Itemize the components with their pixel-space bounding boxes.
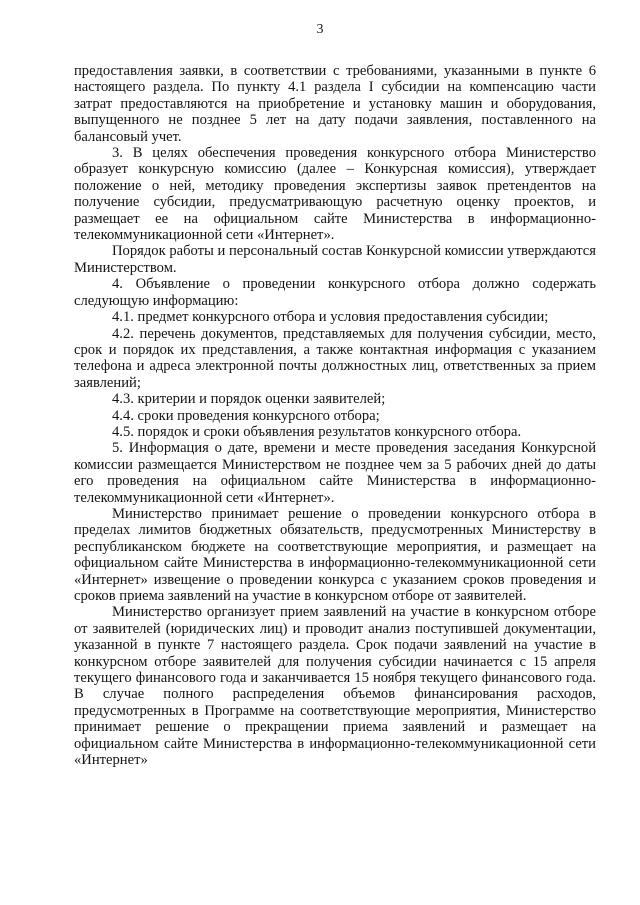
paragraph-4: 4. Объявление о проведении конкурсного отбора должно содержать следующую информацию: xyxy=(74,276,596,309)
page-number: 3 xyxy=(316,22,324,37)
paragraph-5: 5. Информация о дате, времени и месте проведения заседания Конкурсной комиссии размещается Министерством не позднее чем за 5 рабочих дней до даты его проведения на официальном сайте Министерства в информационно-телекоммуникационной сети «Интернет». xyxy=(74,440,596,506)
paragraph-4-4: 4.4. сроки проведения конкурсного отбора; xyxy=(112,407,380,424)
paragraph-3: Порядок работы и персональный состав Конкурсной комиссии утверждаются Министерством. xyxy=(74,243,596,276)
paragraph-2: 3. В целях обеспечения проведения конкурсного отбора Министерство образует конкурсную комиссию (далее – Конкурсная комиссия), утверждает положение о ней, методику проведения экспертизы заявок претендентов на получение субсидии, предусматривающую расчетную оценку проектов, и размещает ее на официальном сайте Министерства в информационно-телекоммуникационной сети «Интернет». xyxy=(74,145,596,244)
paragraph-4-5: 4.5. порядок и сроки объявления результатов конкурсного отбора. xyxy=(112,423,522,440)
paragraph-7: Министерство организует прием заявлений на участие в конкурсном отборе от заявителей (юридических лиц) и проводит анализ поступившей документации, указанной в пункте 7 настоящего раздела. Срок подачи заявлений на участие в конкурсном отборе заявителей для получения субсидии начинается с 15 апреля текущего финансового года и заканчивается 15 ноября текущего финансового года. В случае полного распределения объемов финансирования расходов, предусмотренных в Программе на соответствующие мероприятия, Министерство принимает решение о прекращении приема заявлений и размещает на официальном сайте Министерства в информационно-телекоммуникационной сети «Интернет» xyxy=(74,604,596,769)
paragraph-4-3: 4.3. критерии и порядок оценки заявителей; xyxy=(112,391,386,408)
paragraph-4-1: 4.1. предмет конкурсного отбора и условия предоставления субсидии; xyxy=(112,309,549,326)
paragraph-1: предоставления заявки, в соответствии с требованиями, указанными в пункте 6 настоящего раздела. По пункту 4.1 раздела I субсидии на компенсацию части затрат предоставляются на приобретение и установку машин и оборудования, выпущенного не позднее 5 лет на дату подачи заявления, поставленного на балансовый учет. xyxy=(74,63,596,145)
paragraph-4-2: 4.2. перечень документов, представляемых для получения субсидии, место, срок и порядок их представления, а также контактная информация с указанием телефона и адреса электронной почты должностных лиц, ответственных за прием заявлений; xyxy=(74,325,596,391)
paragraph-6: Министерство принимает решение о проведении конкурсного отбора в пределах лимитов бюджетных обязательств, предусмотренных Министерству в республиканском бюджете на соответствующие мероприятия, и размещает на официальном сайте Министерства в информационно-телекоммуникационной сети «Интернет» извещение о проведении конкурса с указанием сроков проведения и сроков приема заявлений на участие в конкурсном отборе от заявителей. xyxy=(74,505,596,604)
document-body xyxy=(74,63,596,768)
